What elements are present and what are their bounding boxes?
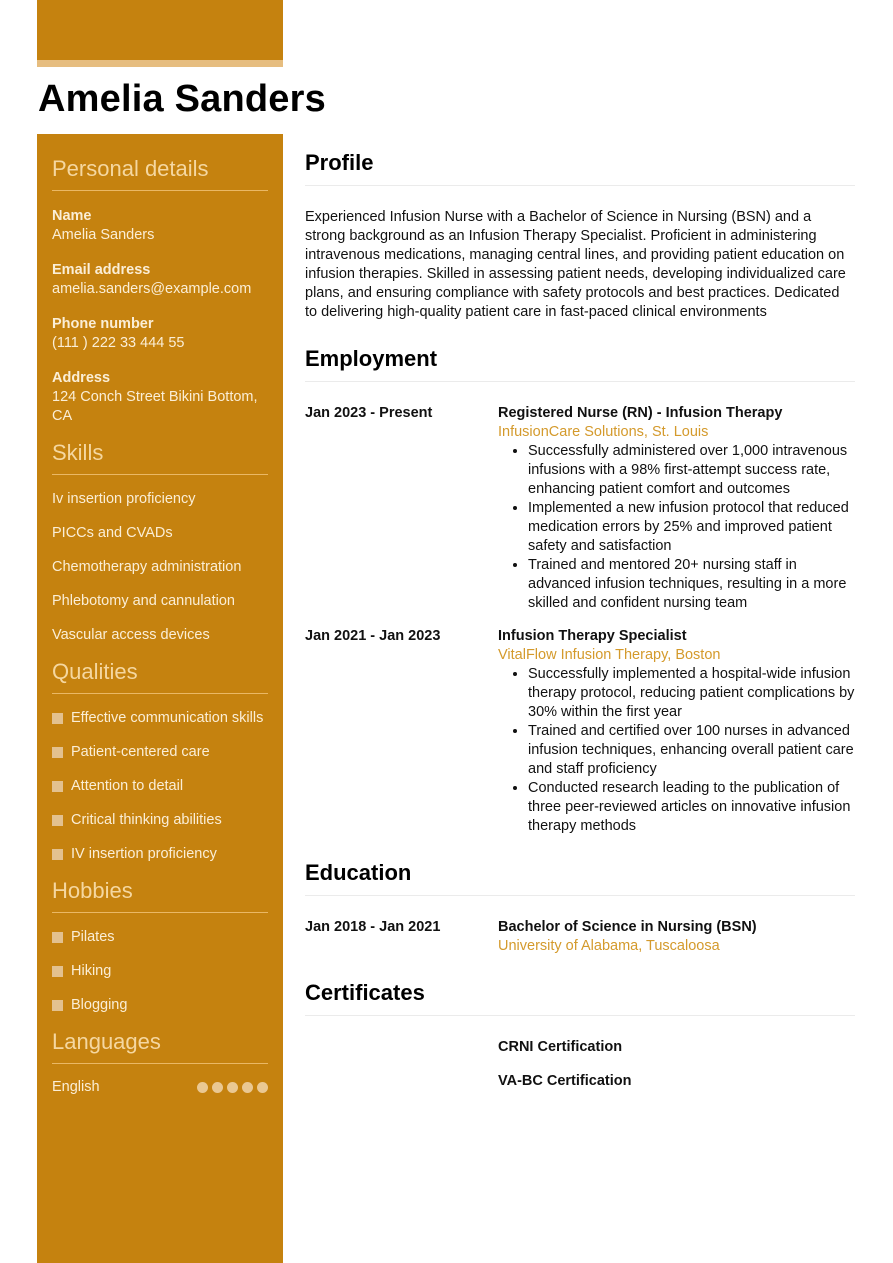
entry-body: [498, 627, 855, 836]
profile-section: [305, 150, 855, 322]
job-title: Registered Nurse (RN) - Infusion Therapy: [498, 405, 783, 421]
entry-body: [498, 404, 855, 613]
achievements-list: [498, 665, 855, 836]
square-bullet-icon: [52, 1000, 63, 1011]
employer: InfusionCare Solutions, St. Louis: [498, 424, 709, 440]
sidebar: [37, 134, 283, 1263]
skills-title: Skills: [52, 440, 268, 475]
rating-dot-icon: [257, 1082, 268, 1093]
hobbies-title: Hobbies: [52, 878, 268, 913]
field-value: amelia.sanders@example.com: [52, 281, 252, 297]
qualities-section: [52, 659, 268, 864]
field-phone: [52, 315, 268, 353]
language-level-rating: [197, 1082, 268, 1093]
achievement-item: • Successfully implemented a hospital-wide infusion therapy protocol, reducing patient complications by 30% within the first year: [528, 665, 855, 722]
skill-item: PICCs and CVADs: [52, 525, 173, 541]
institution: University of Alabama, Tuscaloosa: [498, 938, 720, 954]
quality-item: [52, 743, 268, 762]
entry-dates: Jan 2018 - Jan 2021: [305, 919, 441, 935]
field-label: Address: [52, 370, 111, 386]
candidate-name: Amelia Sanders: [38, 78, 326, 120]
education-entry: [305, 918, 855, 956]
hobby-label: Pilates: [71, 929, 115, 945]
certificate-item: VA-BC Certification: [498, 1073, 632, 1089]
achievement-item: • Implemented a new infusion protocol that reduced medication errors by 25% and improved patient safety and satisfaction: [528, 499, 855, 556]
achievements-list: [498, 442, 855, 613]
rating-dot-icon: [242, 1082, 253, 1093]
field-value: (111 ) 222 33 444 55: [52, 335, 185, 351]
achievement-item: • Conducted research leading to the publication of three peer-reviewed articles on innovative infusion therapy methods: [528, 779, 855, 836]
skill-item: Phlebotomy and cannulation: [52, 593, 235, 609]
hobby-item: [52, 996, 268, 1015]
skill-item: Vascular access devices: [52, 627, 210, 643]
personal-details-title: Personal details: [52, 156, 268, 191]
qualities-title: Qualities: [52, 659, 268, 694]
skill-item: Chemotherapy administration: [52, 559, 242, 575]
square-bullet-icon: [52, 932, 63, 943]
field-name: [52, 207, 268, 245]
field-label: Email address: [52, 262, 151, 278]
field-email: [52, 261, 268, 299]
header-accent-strip: [37, 60, 283, 67]
language-item: [52, 1079, 268, 1095]
field-value: Amelia Sanders: [52, 227, 155, 243]
personal-details-section: [52, 156, 268, 426]
square-bullet-icon: [52, 966, 63, 977]
quality-label: Effective communication skills: [71, 710, 264, 726]
quality-label: Critical thinking abilities: [71, 812, 222, 828]
quality-item: [52, 811, 268, 830]
square-bullet-icon: [52, 815, 63, 826]
entry-dates: Jan 2023 - Present: [305, 405, 433, 421]
employer: VitalFlow Infusion Therapy, Boston: [498, 647, 721, 663]
employment-section: [305, 346, 855, 836]
rating-dot-icon: [227, 1082, 238, 1093]
job-title: Infusion Therapy Specialist: [498, 628, 687, 644]
rating-dot-icon: [197, 1082, 208, 1093]
hobby-item: [52, 928, 268, 947]
quality-label: Attention to detail: [71, 778, 184, 794]
achievement-item: • Successfully administered over 1,000 intravenous infusions with a 98% first-attempt success rate, enhancing patient comfort and outcomes: [528, 442, 855, 499]
profile-summary: Experienced Infusion Nurse with a Bachelor of Science in Nursing (BSN) and a strong background as an Infusion Therapy Specialist. Proficient in administering intravenous medications, managing central lines, and providing patient education on infusion therapies. Skilled in assessing patient needs, developing individualized care plans, and ensuring compliance with safety protocols and best practices. Dedicated to delivering high-quality patient care in fast-paced clinical environments: [305, 209, 846, 320]
quality-item: [52, 777, 268, 796]
skill-item: Iv insertion proficiency: [52, 491, 196, 507]
employment-entry: [305, 404, 855, 613]
language-name: English: [52, 1079, 100, 1095]
hobbies-section: [52, 878, 268, 1015]
certificate-item: CRNI Certification: [498, 1039, 623, 1055]
certificates-title: Certificates: [305, 980, 855, 1016]
skills-section: [52, 440, 268, 645]
quality-item: [52, 845, 268, 864]
hobby-label: Blogging: [71, 997, 128, 1013]
education-title: Education: [305, 860, 855, 896]
languages-title: Languages: [52, 1029, 268, 1064]
degree: Bachelor of Science in Nursing (BSN): [498, 919, 757, 935]
field-label: Phone number: [52, 316, 154, 332]
square-bullet-icon: [52, 747, 63, 758]
quality-item: [52, 709, 268, 728]
entry-body: [498, 918, 855, 956]
field-label: Name: [52, 208, 92, 224]
education-section: [305, 860, 855, 956]
achievement-item: • Trained and mentored 20+ nursing staff in advanced infusion techniques, resulting in a more skilled and confident nursing team: [528, 556, 855, 613]
field-address: [52, 369, 268, 426]
quality-label: IV insertion proficiency: [71, 846, 217, 862]
quality-label: Patient-centered care: [71, 744, 210, 760]
header-accent-block: [37, 0, 283, 60]
square-bullet-icon: [52, 713, 63, 724]
hobby-item: [52, 962, 268, 981]
main-content: [305, 150, 855, 1115]
field-value: 124 Conch Street Bikini Bottom, CA: [52, 389, 258, 424]
profile-title: Profile: [305, 150, 855, 186]
entry-dates: Jan 2021 - Jan 2023: [305, 628, 441, 644]
hobby-label: Hiking: [71, 963, 112, 979]
languages-section: [52, 1029, 268, 1095]
employment-entry: [305, 627, 855, 836]
achievement-item: • Trained and certified over 100 nurses in advanced infusion techniques, enhancing overall patient care and staff proficiency: [528, 722, 855, 779]
certificates-section: [305, 980, 855, 1091]
rating-dot-icon: [212, 1082, 223, 1093]
square-bullet-icon: [52, 849, 63, 860]
employment-title: Employment: [305, 346, 855, 382]
square-bullet-icon: [52, 781, 63, 792]
